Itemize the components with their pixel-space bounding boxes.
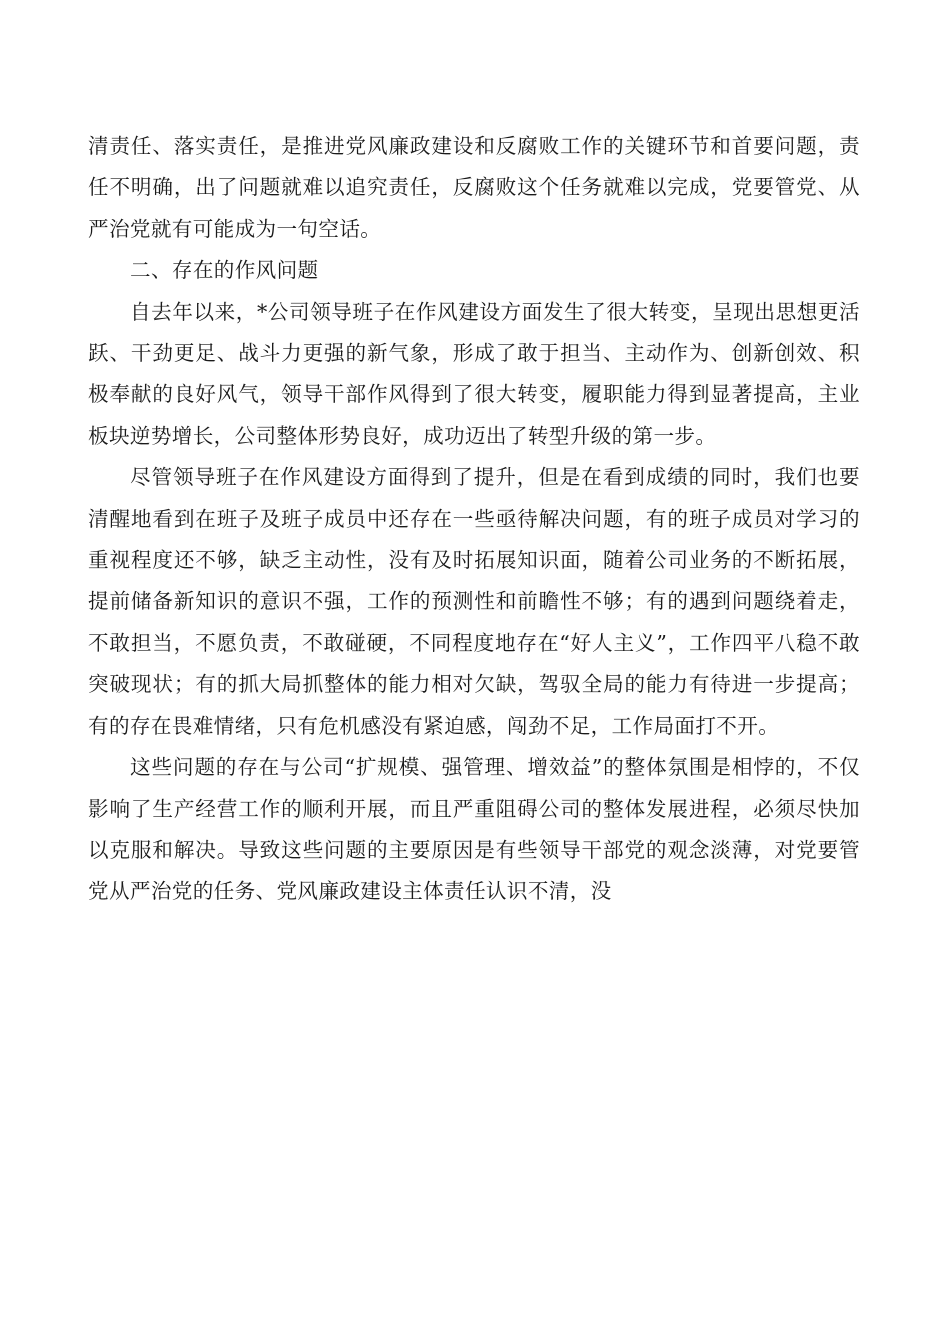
paragraph-causes: 这些问题的存在与公司“扩规模、强管理、增效益”的整体氛围是相悖的，不仅影响了生产经营工作的顺利开展，而且严重阻碍公司的整体发展进程，必须尽快加以克服和解决。导致这些问题的主要原因是有些领导干部党的观念淡薄，对党要管党从严治党的任务、党风廉政建设主体责任认识不清，没: [88, 755, 860, 904]
section-heading: 二、存在的作风问题: [130, 258, 319, 283]
document-body: [88, 126, 860, 913]
paragraph-progress: 自去年以来，*公司领导班子在作风建设方面发生了很大转变，呈现出思想更活跃、干劲更足、战斗力更强的新气象，形成了敢于担当、主动作为、创新创效、积极奉献的良好风气，领导干部作风得到了很大转变，履职能力得到显著提高，主业板块逆势增长，公司整体形势良好，成功迈出了转型升级的第一步。: [88, 299, 860, 448]
paragraph-responsibility: 清责任、落实责任，是推进党风廉政建设和反腐败工作的关键环节和首要问题，责任不明确，出了问题就难以追究责任，反腐败这个任务就难以完成，党要管党、从严治党就有可能成为一句空话。: [88, 134, 860, 241]
paragraph-problems: 尽管领导班子在作风建设方面得到了提升，但是在看到成绩的同时，我们也要清醒地看到在班子及班子成员中还存在一些亟待解决问题，有的班子成员对学习的重视程度还不够，缺乏主动性，没有及时拓展知识面，随着公司业务的不断拓展，提前储备新知识的意识不强，工作的预测性和前瞻性不够；有的遇到问题绕着走，不敢担当，不愿负责，不敢碰硬，不同程度地存在“好人主义”，工作四平八稳不敢突破现状；有的抓大局抓整体的能力相对欠缺，驾驭全局的能力有待进一步提高；有的存在畏难情绪，只有危机感没有紧迫感，闯劲不足，工作局面打不开。: [88, 465, 860, 738]
